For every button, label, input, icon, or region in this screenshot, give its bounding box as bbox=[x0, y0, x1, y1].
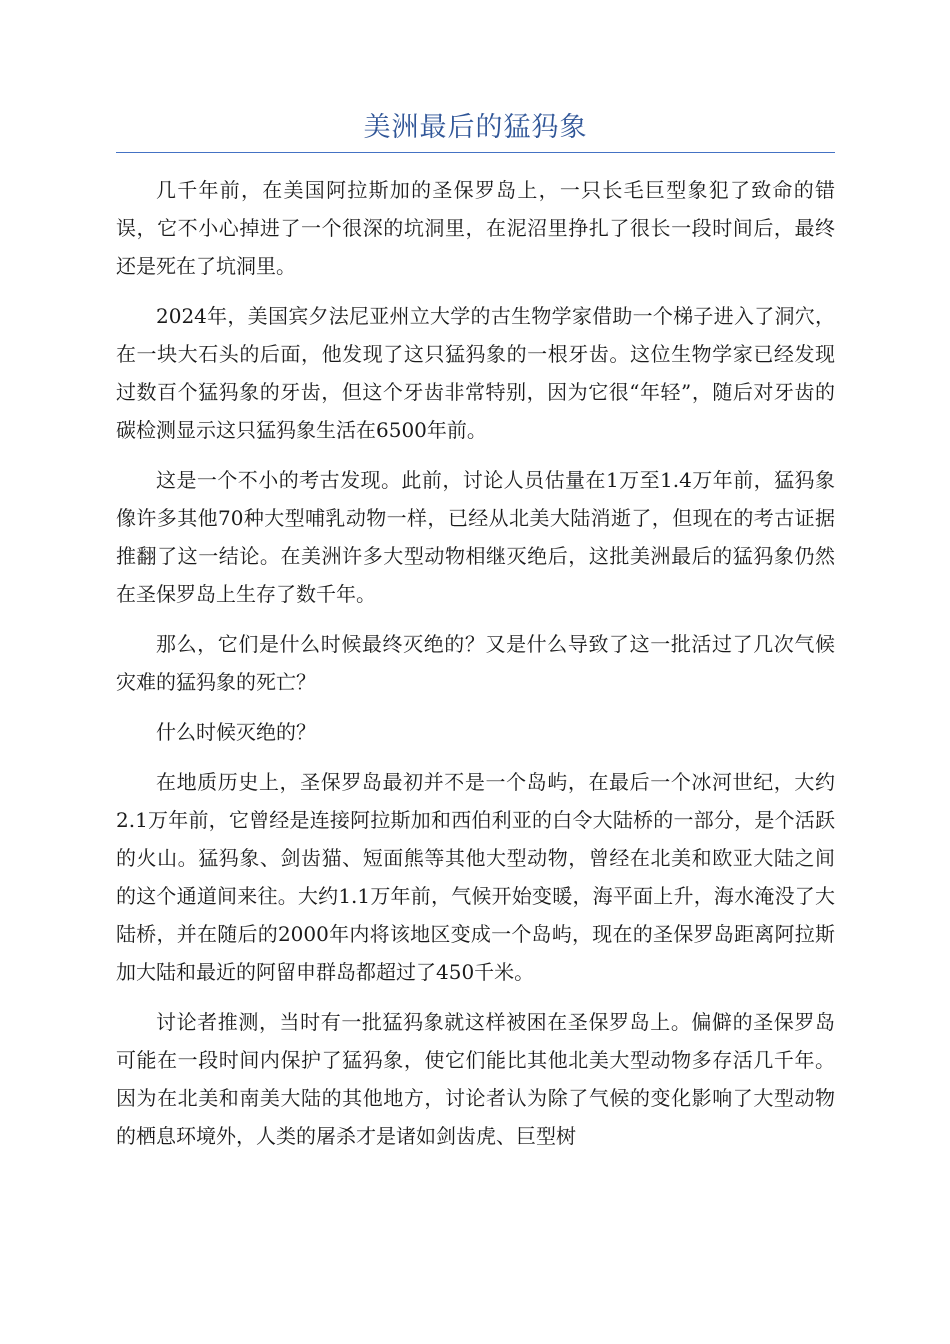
section-heading: 什么时候灭绝的？ bbox=[156, 720, 316, 744]
paragraph-1: 几千年前，在美国阿拉斯加的圣保罗岛上，一只长毛巨型象犯了致命的错误，它不小心掉进了一个很深的坑洞里，在泥沼里挣扎了很长一段时间后，最终还是死在了坑洞里。 bbox=[116, 178, 835, 278]
document-title: 美洲最后的猛犸象 bbox=[116, 108, 835, 153]
paragraph-4: 那么，它们是什么时候最终灭绝的？又是什么导致了这一批活过了几次气候灾难的猛犸象的死亡？ bbox=[116, 632, 835, 694]
paragraph-3: 这是一个不小的考古发现。此前，讨论人员估量在1万至1.4万年前，猛犸象像许多其他70种大型哺乳动物一样，已经从北美大陆消逝了，但现在的考古证据推翻了这一结论。在美洲许多大型动物相继灭绝后，这批美洲最后的猛犸象仍然在圣保罗岛上生存了数千年。 bbox=[116, 468, 835, 606]
paragraph-6: 讨论者推测，当时有一批猛犸象就这样被困在圣保罗岛上。偏僻的圣保罗岛可能在一段时间内保护了猛犸象，使它们能比其他北美大型动物多存活几千年。因为在北美和南美大陆的其他地方，讨论者认为除了气候的变化影响了大型动物的栖息环境外，人类的屠杀才是诸如剑齿虎、巨型树 bbox=[116, 1010, 835, 1148]
document-body bbox=[116, 171, 835, 1155]
paragraph-5: 在地质历史上，圣保罗岛最初并不是一个岛屿，在最后一个冰河世纪，大约2.1万年前，它曾经是连接阿拉斯加和西伯利亚的白令大陆桥的一部分，是个活跃的火山。猛犸象、剑齿猫、短面熊等其他大型动物，曾经在北美和欧亚大陆之间的这个通道间来往。大约1.1万年前，气候开始变暖，海平面上升，海水淹没了大陆桥，并在随后的2000年内将该地区变成一个岛屿，现在的圣保罗岛距离阿拉斯加大陆和最近的阿留申群岛都超过了450千米。 bbox=[116, 770, 835, 984]
paragraph-2: 2024年，美国宾夕法尼亚州立大学的古生物学家借助一个梯子进入了洞穴，在一块大石头的后面，他发现了这只猛犸象的一根牙齿。这位生物学家已经发现过数百个猛犸象的牙齿，但这个牙齿非常特别，因为它很“年轻”，随后对牙齿的碳检测显示这只猛犸象生活在6500年前。 bbox=[116, 304, 835, 442]
document-page bbox=[116, 108, 835, 1167]
